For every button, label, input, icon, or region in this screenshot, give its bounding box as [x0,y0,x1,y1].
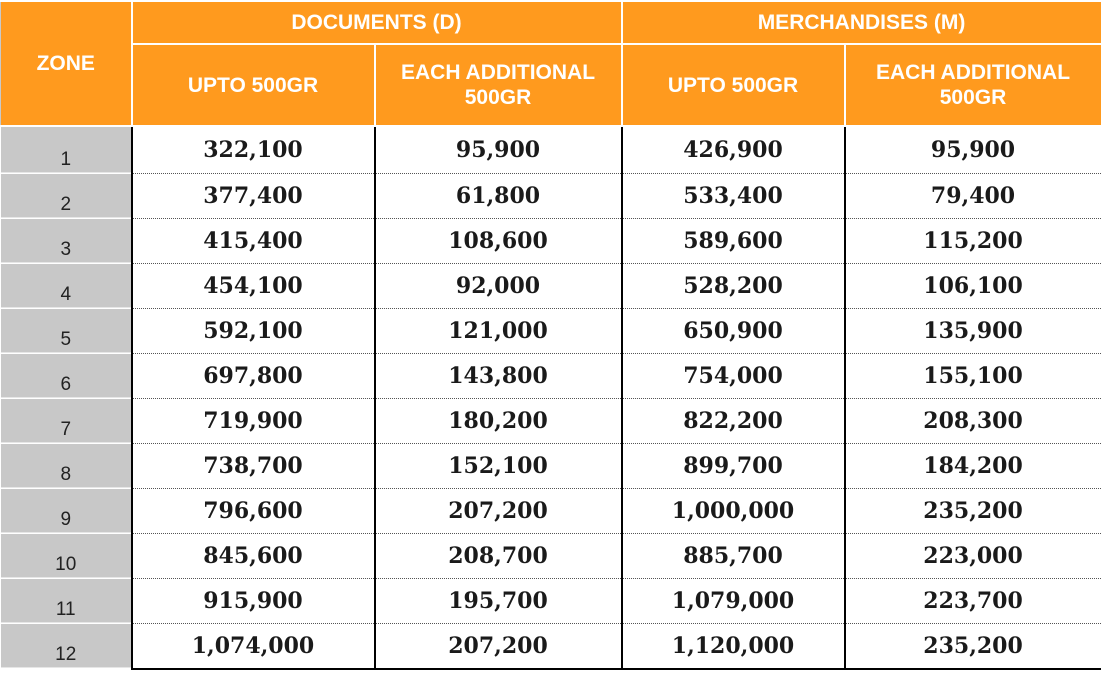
merchandises-upto-500gr-header: UPTO 500GR [622,44,845,126]
table-row [1,354,1101,399]
documents-each-additional-cell: 152,100 [375,444,622,489]
zone-cell: 8 [1,444,132,489]
zone-header: ZONE [1,1,132,126]
documents-upto-500gr-cell: 796,600 [132,489,375,534]
merchandises-each-additional-cell: 115,200 [845,219,1101,264]
zone-cell: 6 [1,354,132,399]
table-row [1,444,1101,489]
zone-cell: 2 [1,174,132,219]
merchandises-upto-500gr-cell: 1,120,000 [622,624,845,669]
zone-cell: 5 [1,309,132,354]
documents-each-additional-cell: 180,200 [375,399,622,444]
merchandises-each-additional-cell: 155,100 [845,354,1101,399]
merchandises-group-header: MERCHANDISES (M) [622,1,1101,44]
documents-upto-500gr-cell: 592,100 [132,309,375,354]
merchandises-upto-500gr-cell: 528,200 [622,264,845,309]
merchandises-each-additional-cell: 184,200 [845,444,1101,489]
merchandises-each-additional-cell: 208,300 [845,399,1101,444]
merchandises-each-additional-cell: 235,200 [845,624,1101,669]
table-row [1,624,1101,669]
documents-each-additional-cell: 207,200 [375,624,622,669]
merchandises-upto-500gr-cell: 426,900 [622,126,845,174]
documents-upto-500gr-cell: 845,600 [132,534,375,579]
table-row [1,219,1101,264]
documents-upto-500gr-cell: 697,800 [132,354,375,399]
zone-cell: 10 [1,534,132,579]
merchandises-each-additional-cell: 235,200 [845,489,1101,534]
documents-each-additional-cell: 208,700 [375,534,622,579]
zone-cell: 4 [1,264,132,309]
documents-each-additional-cell: 195,700 [375,579,622,624]
documents-group-header: DOCUMENTS (D) [132,1,622,44]
documents-upto-500gr-cell: 738,700 [132,444,375,489]
merchandises-each-additional-cell: 223,000 [845,534,1101,579]
documents-upto-500gr-cell: 415,400 [132,219,375,264]
merchandises-each-additional-cell: 223,700 [845,579,1101,624]
documents-upto-500gr-header: UPTO 500GR [132,44,375,126]
merchandises-upto-500gr-cell: 1,079,000 [622,579,845,624]
documents-each-additional-cell: 121,000 [375,309,622,354]
zone-cell: 12 [1,624,132,669]
merchandises-upto-500gr-cell: 589,600 [622,219,845,264]
documents-upto-500gr-cell: 1,074,000 [132,624,375,669]
merchandises-each-additional-cell: 95,900 [845,126,1101,174]
merchandises-each-additional-cell: 79,400 [845,174,1101,219]
documents-each-additional-cell: 207,200 [375,489,622,534]
documents-each-additional-cell: 108,600 [375,219,622,264]
documents-upto-500gr-cell: 322,100 [132,126,375,174]
table-row [1,489,1101,534]
merchandises-upto-500gr-cell: 899,700 [622,444,845,489]
table-row [1,579,1101,624]
table-row [1,399,1101,444]
header-row-groups [1,1,1101,44]
merchandises-upto-500gr-cell: 1,000,000 [622,489,845,534]
zone-cell: 1 [1,126,132,174]
documents-each-additional-cell: 95,900 [375,126,622,174]
merchandises-each-additional-cell: 135,900 [845,309,1101,354]
merchandises-upto-500gr-cell: 754,000 [622,354,845,399]
table-body [1,126,1101,669]
table-row [1,126,1101,174]
documents-upto-500gr-cell: 915,900 [132,579,375,624]
table-row [1,534,1101,579]
merchandises-upto-500gr-cell: 533,400 [622,174,845,219]
table-row [1,309,1101,354]
zone-cell: 9 [1,489,132,534]
documents-each-additional-cell: 92,000 [375,264,622,309]
header-row-subheaders [1,44,1101,126]
documents-each-additional-cell: 143,800 [375,354,622,399]
merchandises-upto-500gr-cell: 822,200 [622,399,845,444]
merchandises-each-additional-cell: 106,100 [845,264,1101,309]
documents-upto-500gr-cell: 719,900 [132,399,375,444]
merchandises-each-additional-header: EACH ADDITIONAL 500GR [845,44,1101,126]
documents-upto-500gr-cell: 454,100 [132,264,375,309]
zone-cell: 3 [1,219,132,264]
table-row [1,174,1101,219]
table-row [1,264,1101,309]
documents-each-additional-cell: 61,800 [375,174,622,219]
zone-cell: 7 [1,399,132,444]
documents-each-additional-header: EACH ADDITIONAL 500GR [375,44,622,126]
zone-cell: 11 [1,579,132,624]
merchandises-upto-500gr-cell: 650,900 [622,309,845,354]
documents-upto-500gr-cell: 377,400 [132,174,375,219]
merchandises-upto-500gr-cell: 885,700 [622,534,845,579]
table-header [1,1,1101,126]
